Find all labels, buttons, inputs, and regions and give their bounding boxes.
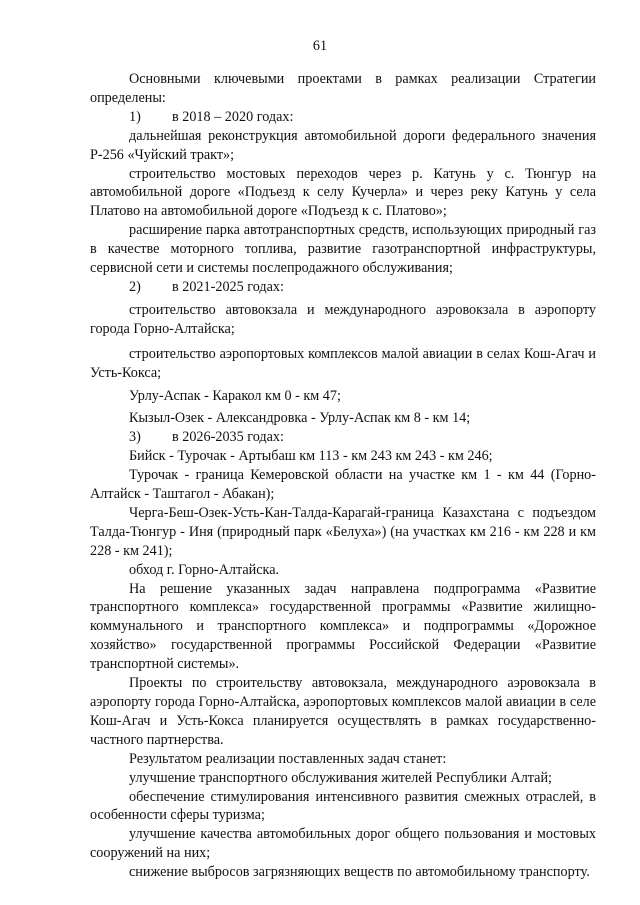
period-label: в 2026-2035 годах: xyxy=(172,429,284,446)
body-paragraph: На решение указанных задач направлена подпрограмма «Развитие транспортного комплекса» государственной программы «Развитие жилищно-коммунального и транспортного комплекса» и подпрограммы «Дорожное хозяйство» государственной программы Российской Федерации «Развитие транспортной системы». xyxy=(90,580,596,673)
period-label: в 2018 – 2020 годах: xyxy=(172,108,294,125)
period-number: 3) xyxy=(129,429,141,446)
period-label: в 2021-2025 годах: xyxy=(172,278,284,295)
result-item: обеспечение стимулирования интенсивного развития смежных отраслей, в особенности сферы туризма; xyxy=(90,788,596,824)
period-heading-3 xyxy=(90,428,596,447)
result-item: улучшение транспортного обслуживания жителей Республики Алтай; xyxy=(129,769,552,786)
list-item: Черга-Беш-Озек-Усть-Кан-Талда-Карагай-граница Казахстана с подъездом Талда-Тюнгур - Иня (природный парк «Белуха») (на участках км 216 - км 228 и км 228 - км 241); xyxy=(90,504,596,559)
list-item: дальнейшая реконструкция автомобильной дороги федерального значения Р-256 «Чуйский тракт»; xyxy=(90,127,596,163)
list-item: строительство аэропортовых комплексов малой авиации в селах Кош-Агач и Усть-Кокса; xyxy=(90,345,596,381)
result-item: снижение выбросов загрязняющих веществ по автомобильному транспорту. xyxy=(129,864,590,881)
body-paragraph: Результатом реализации поставленных задач станет: xyxy=(129,750,447,767)
document-body xyxy=(90,70,596,882)
list-item: Турочак - граница Кемеровской области на участке км 1 - км 44 (Горно-Алтайск - Таштагол - Абакан); xyxy=(90,467,596,503)
intro-paragraph: Основными ключевыми проектами в рамках реализации Стратегии определены: xyxy=(90,71,596,106)
list-item: расширение парка автотранспортных средств, использующих природный газ в качестве моторного топлива, развитие газотранспортной инфраструктуры, сервисной сети и системы послепродажного обслуживания; xyxy=(90,222,596,277)
period-number: 2) xyxy=(129,278,141,295)
list-item: строительство мостовых переходов через р. Катунь у с. Тюнгур на автомобильной дороге «Подъезд к селу Кучерла» и через реку Катунь у села Платово на автомобильной дороге «Подъезд к с. Платово»; xyxy=(90,165,596,220)
period-number: 1) xyxy=(129,108,141,125)
list-item: Кызыл-Озек - Александровка - Урлу-Аспак км 8 - км 14; xyxy=(129,410,471,427)
result-item: улучшение качества автомобильных дорог общего пользования и мостовых сооружений на них; xyxy=(90,826,596,862)
list-item: обход г. Горно-Алтайска. xyxy=(129,561,280,578)
page-number: 61 xyxy=(312,38,328,54)
period-heading-2 xyxy=(90,278,596,297)
period-heading-1 xyxy=(90,108,596,127)
list-item: Бийск - Турочак - Артыбаш км 113 - км 243 км 243 - км 246; xyxy=(129,448,493,465)
list-item: Урлу-Аспак - Каракол км 0 - км 47; xyxy=(129,387,341,404)
body-paragraph: Проекты по строительству автовокзала, международного аэровокзала в аэропорту города Горно-Алтайска, аэропортовых комплексов малой авиации в селе Кош-Агач и Усть-Кокса планируется осуществлять в рамках государственно-частного партнерства. xyxy=(90,675,596,748)
list-item: строительство автовокзала и международного аэровокзала в аэропорту города Горно-Алтайска; xyxy=(90,301,596,337)
